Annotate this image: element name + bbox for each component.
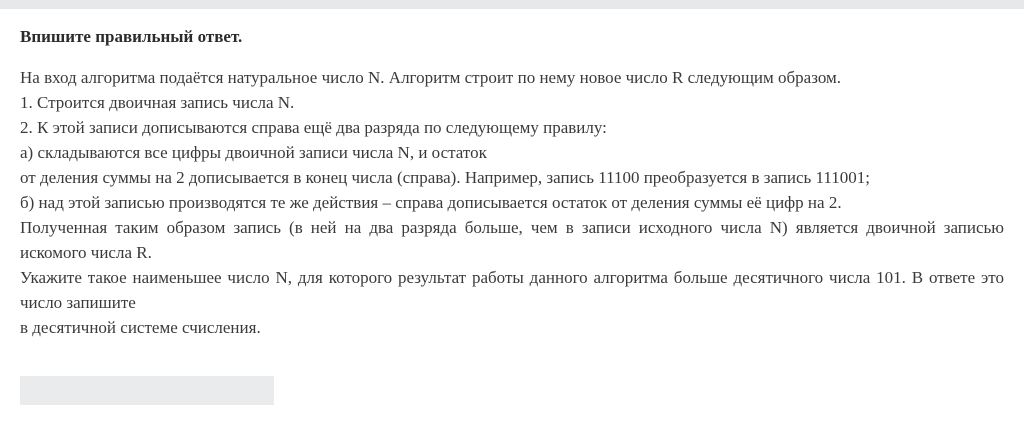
top-bar [0, 0, 1024, 9]
task-line: от деления суммы на 2 дописывается в конец числа (справа). Например, запись 11100 преобразуется в запись 111001; [20, 168, 870, 187]
task-line: Укажите такое наименьшее число N, для которого результат работы данного алгоритма больше десятичного числа 101. В ответе это число запишите [20, 268, 1004, 312]
task-line: Полученная таким образом запись (в ней на два разряда больше, чем в записи исходного числа N) является двоичной записью искомого числа R. [20, 218, 1004, 262]
task-line: в десятичной системе счисления. [20, 318, 261, 337]
task-text [20, 65, 1004, 340]
task-instruction: Впишите правильный ответ. [20, 27, 243, 46]
task-line: б) над этой записью производятся те же действия – справа дописывается остаток от деления суммы её цифр на 2. [20, 193, 842, 212]
answer-input[interactable] [20, 376, 274, 405]
task-line: 1. Строится двоичная запись числа N. [20, 93, 295, 112]
task-line: 2. К этой записи дописываются справа ещё два разряда по следующему правилу: [20, 118, 607, 137]
task-line: На вход алгоритма подаётся натуральное число N. Алгоритм строит по нему новое число R следующим образом. [20, 68, 842, 87]
task-line: а) складываются все цифры двоичной записи числа N, и остаток [20, 143, 487, 162]
